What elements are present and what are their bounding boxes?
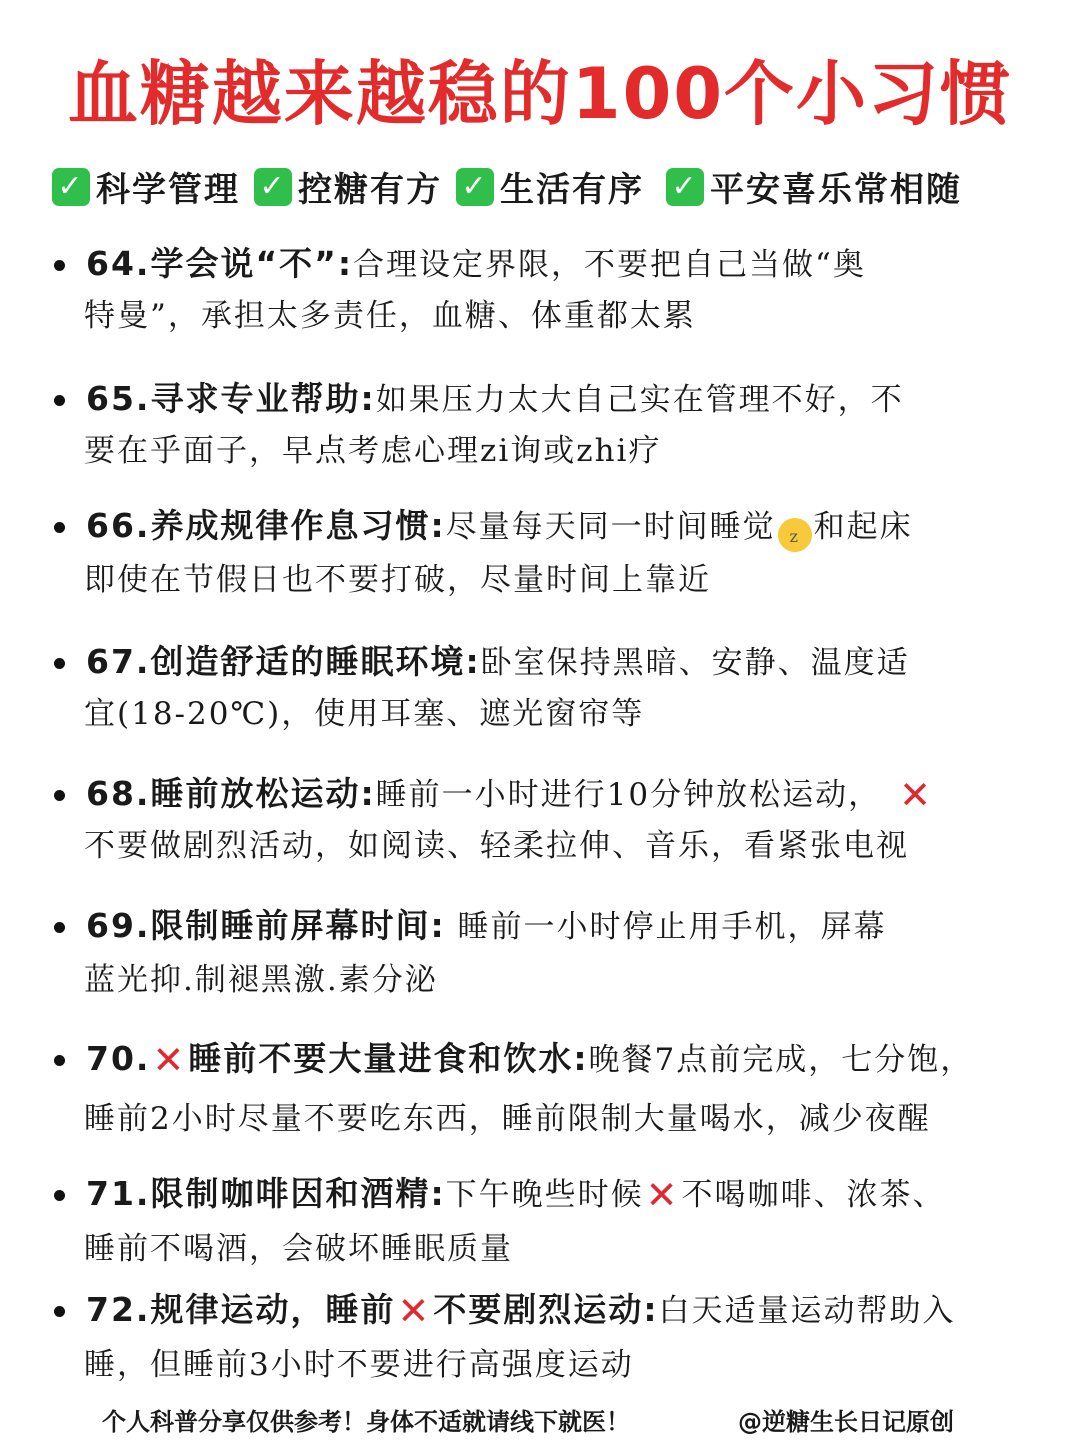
cross-mark-icon: ✕ xyxy=(397,1289,432,1333)
item-line-1 xyxy=(86,238,866,285)
item-line-2: 睡前2小时尽量不要吃东西，睡前限制大量喝水，减少夜醒 xyxy=(84,1101,931,1137)
item-text: 白天适量运动帮助入 xyxy=(658,1293,956,1329)
item-line-2: 宜(18-20℃)，使用耳塞、遮光窗帘等 xyxy=(84,696,645,732)
item-heading: 64.学会说“不”: xyxy=(86,244,354,283)
item-text: 合理设定界限，不要把自己当做“奥 xyxy=(353,247,866,283)
item-text: 下午晚些时候 xyxy=(445,1177,644,1213)
item-text: 不喝咖啡、浓茶、 xyxy=(681,1177,946,1213)
tag-label: 生活有序 xyxy=(500,170,644,210)
item-heading: 65.寻求专业帮助: xyxy=(86,379,376,418)
item-heading: 66.养成规律作息习惯: xyxy=(86,506,446,545)
tag-item xyxy=(666,162,962,211)
item-line-2: 特曼”，承担太多责任，血糖、体重都太累 xyxy=(84,298,696,334)
author-credit: @逆糖生长日记原创 xyxy=(738,1408,954,1436)
item-text: 和起床 xyxy=(813,509,913,545)
cross-mark-icon: ✕ xyxy=(152,1038,187,1082)
item-line-2: 睡前不喝酒，会破坏睡眠质量 xyxy=(84,1231,513,1267)
item-line-1 xyxy=(86,636,910,683)
item-line-1 xyxy=(86,1168,946,1215)
item-heading: 睡前不要大量进食和饮水: xyxy=(188,1039,589,1078)
bullet-icon xyxy=(54,1055,65,1066)
item-heading: 69.限制睡前屏幕时间: xyxy=(86,906,446,945)
item-heading: 70. xyxy=(86,1039,151,1078)
bullet-icon xyxy=(54,922,65,933)
item-heading: 72.规律运动，睡前 xyxy=(86,1290,396,1329)
bullet-icon xyxy=(54,658,65,669)
item-line-1 xyxy=(86,900,887,947)
tag-label: 控糖有方 xyxy=(298,170,442,210)
item-line-2: 睡，但睡前3小时不要进行高强度运动 xyxy=(84,1347,634,1383)
item-line-1 xyxy=(86,768,935,815)
item-heading: 71.限制咖啡因和酒精: xyxy=(86,1174,446,1213)
item-text: 睡前一小时停止用手机，屏幕 xyxy=(445,909,887,945)
check-mark-icon: ✓ xyxy=(456,168,494,206)
disclaimer-text: 个人科普分享仅供参考！身体不适就请线下就医！ xyxy=(102,1408,630,1436)
item-heading: 68.睡前放松运动: xyxy=(86,774,376,813)
check-mark-icon: ✓ xyxy=(254,168,292,206)
item-line-2: 要在乎面子，早点考虑心理zi询或zhi疗 xyxy=(84,433,662,469)
check-mark-icon: ✓ xyxy=(52,168,90,206)
bullet-icon xyxy=(54,1306,65,1317)
item-line-1 xyxy=(86,1284,956,1331)
item-text: 如果压力太大自己实在管理不好，不 xyxy=(375,382,904,418)
page-title: 血糖越来越稳的100个小习惯 xyxy=(67,53,1013,135)
check-mark-icon: ✓ xyxy=(666,168,704,206)
item-text: 卧室保持黑暗、安静、温度适 xyxy=(480,645,910,681)
item-line-1 xyxy=(86,373,904,420)
cross-mark-icon: ✕ xyxy=(899,773,933,817)
item-line-1 xyxy=(86,1033,973,1080)
item-line-2: 蓝光抑.制褪黑激.素分泌 xyxy=(84,962,438,998)
item-line-2: 不要做剧烈活动，如阅读、轻柔拉伸、音乐，看紧张电视 xyxy=(84,828,909,864)
item-text: 睡前一小时进行10分钟放松运动， xyxy=(375,777,882,813)
item-line-1 xyxy=(86,500,913,552)
tag-label: 平安喜乐常相随 xyxy=(710,170,962,210)
tag-row xyxy=(52,162,1052,211)
bullet-icon xyxy=(54,395,65,406)
tag-item xyxy=(254,162,442,211)
item-line-2: 即使在节假日也不要打破，尽量时间上靠近 xyxy=(84,562,711,598)
tag-item xyxy=(456,162,644,211)
bullet-icon xyxy=(54,790,65,801)
cross-mark-icon: ✕ xyxy=(645,1173,680,1217)
item-heading: 不要剧烈运动: xyxy=(433,1290,659,1329)
bullet-icon xyxy=(54,260,65,271)
tag-item xyxy=(52,162,240,211)
bullet-icon xyxy=(54,1190,65,1201)
item-text: 尽量每天同一时间睡觉 xyxy=(445,509,776,545)
item-heading: 67.创造舒适的睡眠环境: xyxy=(86,642,481,681)
sleeping-face-icon: z xyxy=(778,518,812,552)
item-text: 晚餐7点前完成，七分饱， xyxy=(588,1042,974,1078)
bullet-icon xyxy=(54,522,65,533)
tag-label: 科学管理 xyxy=(96,170,240,210)
